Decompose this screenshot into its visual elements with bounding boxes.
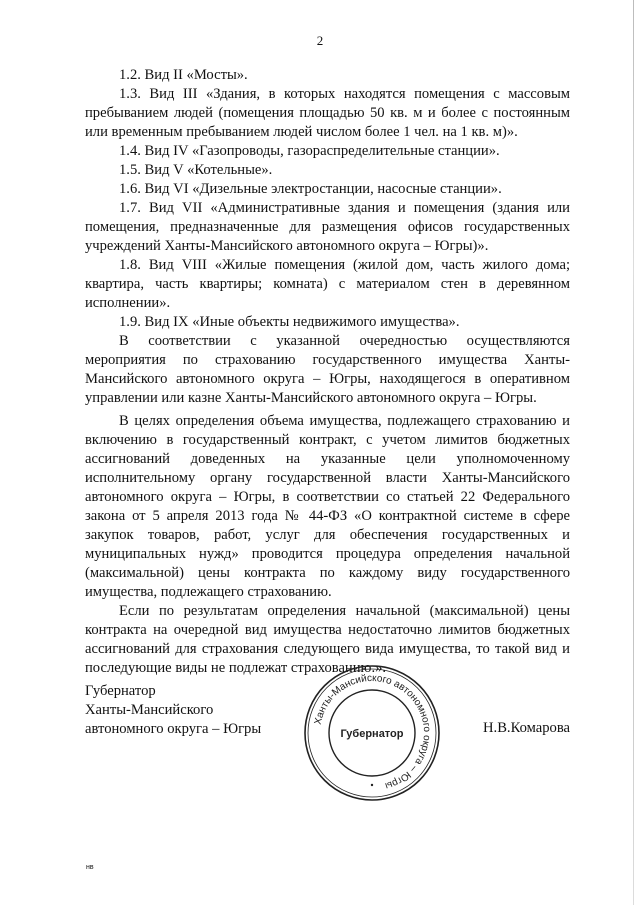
paragraph-order: В соответствии с указанной очередностью осуществляются мероприятия по страхованию государственного имущества Ханты-Мансийского автономного округа – Югры, находящегося в оперативном управлении или казне Ханты-Мансийского автономного округа – Югры. — [85, 333, 570, 406]
document-body — [85, 66, 570, 678]
signature-position — [85, 682, 261, 739]
seal-center-text: Губернатор — [340, 728, 404, 740]
signature-position-line: автономного округа – Югры — [85, 721, 262, 737]
paragraph-item-1-9: 1.9. Вид IX «Иные объекты недвижимого имущества». — [119, 314, 460, 330]
paragraph-contract-procedure: В целях определения объема имущества, подлежащего страхованию и включению в государственный контракт, с учетом лимитов бюджетных ассигнований доведенных на указанные цели уполномоченному исполнительному органу государственной власти Ханты-Мансийского автономного округа – Югры, в соответствии со статьей 22 Федерального закона от 5 апреля 2013 года № 44-ФЗ «О контрактной системе в сфере закупок товаров, работ, услуг для обеспечения государственных и муниципальных нужд» проводится процедура определения начальной (максимальной) цены контракта по каждому виду государственного имущества, подлежащего страхованию. — [85, 413, 570, 600]
page-number: 2 — [316, 33, 324, 48]
paragraph-item-1-3: 1.3. Вид III «Здания, в которых находятся помещения с массовым пребыванием людей (помещения площадью 50 кв. м и более с постоянным или временным пребыванием людей числом более 1 чел. на 1 кв. м)». — [85, 86, 570, 140]
paragraph-item-1-8: 1.8. Вид VIII «Жилые помещения (жилой дом, часть жилого дома; квартира, часть квартиры; комната) с материалом стен в деревянном исполнении». — [85, 257, 570, 311]
paragraph-item-1-6: 1.6. Вид VI «Дизельные электростанции, насосные станции». — [119, 181, 502, 197]
official-seal — [302, 663, 442, 803]
signature-position-line: Губернатор — [85, 683, 156, 699]
paragraph-item-1-5: 1.5. Вид V «Котельные». — [119, 162, 273, 178]
paragraph-item-1-4: 1.4. Вид IV «Газопроводы, газораспределительные станции». — [119, 143, 500, 159]
seal-dot — [371, 784, 373, 786]
paragraph-item-1-7: 1.7. Вид VII «Административные здания и помещения (здания или помещения, предназначенные для размещения офисов государственных учреждений Ханты-Мансийского автономного округа – Югры)». — [85, 200, 570, 254]
paragraph-limits: Если по результатам определения начальной (максимальной) цены контракта на очередной вид имущества недостаточно лимитов бюджетных ассигнований для страхования следующего вида имущества, то такой вид и последующие виды не подлежат страхованию.». — [85, 603, 570, 676]
scan-edge — [633, 0, 634, 905]
signer-name: Н.В.Комарова — [483, 720, 570, 736]
paragraph-item-1-2: 1.2. Вид II «Мосты». — [119, 67, 248, 83]
footer-code: нв — [86, 864, 94, 871]
seal-ring-text: Ханты-Мансийского автономного округа – Югры — [312, 672, 433, 792]
signature-position-line: Ханты-Мансийского — [85, 702, 214, 718]
